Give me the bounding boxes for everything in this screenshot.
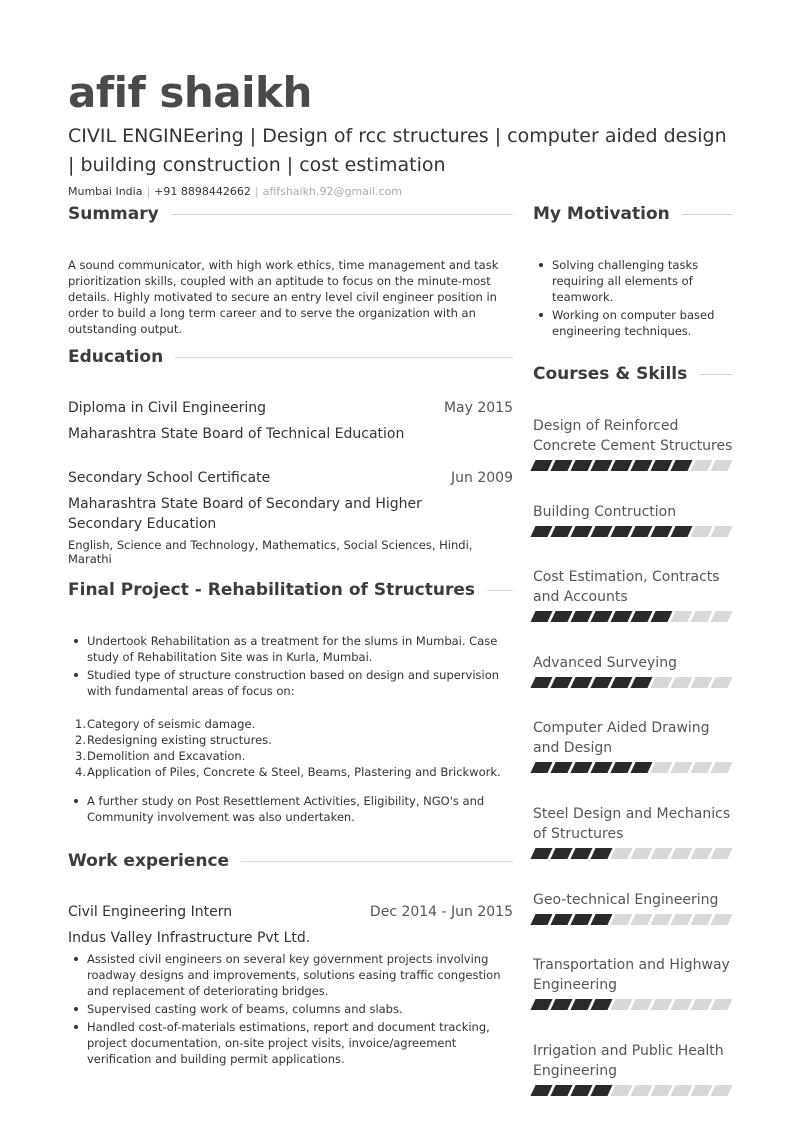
- skill-level-bar: [533, 460, 733, 471]
- skill-segment-filled: [590, 460, 612, 471]
- skill-segment-empty: [670, 611, 692, 622]
- skill-segment-empty: [710, 999, 732, 1010]
- skill-segment-filled: [550, 611, 572, 622]
- headline: CIVIL ENGINEering | Design of rcc structures | computer aided design | building construction | cost estimation: [68, 125, 727, 176]
- skill-segment-empty: [650, 1085, 672, 1096]
- skill-level-bar: [533, 1085, 733, 1096]
- candidate-name: afif shaikh: [68, 68, 312, 117]
- skill-segment-filled: [570, 999, 592, 1010]
- skill-name: Computer Aided Drawing and Design: [533, 720, 710, 756]
- skill-name: Design of Reinforced Concrete Cement Structures: [533, 418, 733, 454]
- skill-segment-filled: [610, 762, 632, 773]
- list-item: Undertook Rehabilitation as a treatment for the slums in Mumbai. Case study of Rehabilitation Site was in Kurla, Mumbai.: [68, 633, 508, 665]
- skill-segment-filled: [590, 999, 612, 1010]
- skill-segment-empty: [630, 848, 652, 859]
- skill-segment-empty: [710, 526, 732, 537]
- skill-segment-filled: [550, 460, 572, 471]
- skill-level-bar: [533, 526, 733, 537]
- skill-name: Cost Estimation, Contracts and Accounts: [533, 569, 720, 605]
- skill-segment-empty: [670, 914, 692, 925]
- skill-segment-empty: [670, 677, 692, 688]
- skill-level-bar: [533, 611, 733, 622]
- skill-segment-filled: [570, 848, 592, 859]
- skill-item: [533, 567, 733, 622]
- skill-segment-empty: [610, 914, 632, 925]
- skill-segment-empty: [650, 848, 672, 859]
- skill-segment-empty: [710, 848, 732, 859]
- job-title: Civil Engineering Intern: [68, 904, 233, 920]
- list-item: 2. Redesigning existing structures.: [75, 733, 272, 747]
- skill-segment-filled: [650, 526, 672, 537]
- skill-segment-filled: [530, 914, 552, 925]
- company: Indus Valley Infrastructure Pvt Ltd.: [68, 930, 311, 946]
- list-item: Assisted civil engineers on several key government projects involving roadway designs and improvements, solutions easing traffic congestion and replacement of deteriorating bridges.: [68, 951, 516, 999]
- skill-segment-filled: [630, 460, 652, 471]
- list-item: 4. Application of Piles, Concrete & Steel, Beams, Plastering and Brickwork.: [75, 765, 501, 779]
- skill-segment-empty: [610, 1085, 632, 1096]
- skill-segment-filled: [570, 526, 592, 537]
- skill-segment-empty: [670, 762, 692, 773]
- skill-segment-filled: [530, 526, 552, 537]
- skill-level-bar: [533, 762, 733, 773]
- skill-segment-filled: [610, 526, 632, 537]
- skill-item: [533, 1041, 733, 1096]
- skill-segment-filled: [670, 526, 692, 537]
- skill-item: [533, 804, 733, 859]
- skill-segment-filled: [590, 677, 612, 688]
- skill-segment-empty: [670, 999, 692, 1010]
- skill-name: Transportation and Highway Engineering: [533, 957, 730, 993]
- skill-segment-empty: [690, 611, 712, 622]
- skill-segment-filled: [650, 611, 672, 622]
- skill-level-bar: [533, 848, 733, 859]
- skill-segment-empty: [710, 460, 732, 471]
- date: May 2015: [443, 400, 513, 416]
- skill-item: [533, 955, 733, 1010]
- skill-segment-empty: [690, 848, 712, 859]
- education-entry-1: [68, 400, 513, 416]
- skill-segment-empty: [630, 914, 652, 925]
- skill-segment-filled: [570, 611, 592, 622]
- list-item: Supervised casting work of beams, columns and slabs.: [68, 1001, 516, 1017]
- skill-segment-filled: [610, 611, 632, 622]
- motivation-heading: My Motivation: [533, 204, 733, 224]
- skill-segment-filled: [530, 999, 552, 1010]
- summary-text: A sound communicator, with high work ethics, time management and task prioritization skills, coupled with an aptitude to focus on the minute-most details. Highly motivated to secure an entry level civil engineer position in order to build a long term career and to serve the organization with an outstanding output.: [68, 258, 499, 336]
- motivation-list: [533, 257, 723, 341]
- work-bullets: [68, 951, 516, 1069]
- skill-segment-empty: [690, 677, 712, 688]
- skill-segment-filled: [590, 848, 612, 859]
- skill-segment-filled: [550, 848, 572, 859]
- education-heading: Education: [68, 347, 513, 367]
- location: Mumbai India: [68, 185, 143, 198]
- skill-level-bar: [533, 914, 733, 925]
- skill-segment-filled: [610, 677, 632, 688]
- list-item: 3. Demolition and Excavation.: [75, 749, 246, 763]
- subjects: English, Science and Technology, Mathematics, Social Sciences, Hindi, Marathi: [68, 538, 473, 566]
- skill-level-bar: [533, 677, 733, 688]
- skill-segment-filled: [550, 762, 572, 773]
- skill-segment-filled: [590, 526, 612, 537]
- skill-segment-empty: [610, 999, 632, 1010]
- project-numbered-list: [68, 716, 508, 780]
- skill-name: Advanced Surveying: [533, 655, 677, 671]
- skill-item: [533, 718, 733, 773]
- education-entry-2: [68, 470, 513, 486]
- skill-segment-filled: [570, 762, 592, 773]
- skill-segment-filled: [550, 1085, 572, 1096]
- list-item: A further study on Post Resettlement Activities, Eligibility, NGO's and Community involvement was also undertaken.: [68, 793, 508, 825]
- skill-segment-filled: [650, 460, 672, 471]
- skill-segment-filled: [570, 460, 592, 471]
- skill-name: Building Contruction: [533, 504, 677, 520]
- skill-segment-empty: [710, 611, 732, 622]
- list-item: 1. Category of seismic damage.: [75, 717, 256, 731]
- skill-segment-filled: [570, 914, 592, 925]
- skill-segment-filled: [550, 914, 572, 925]
- skill-name: Geo-technical Engineering: [533, 892, 719, 908]
- list-item: Studied type of structure construction based on design and supervision with fundamental areas of focus on:: [68, 667, 508, 699]
- skill-segment-filled: [630, 526, 652, 537]
- date: Dec 2014 - Jun 2015: [369, 904, 513, 920]
- skill-item: [533, 416, 733, 471]
- project-heading: Final Project - Rehabilitation of Structures: [68, 580, 513, 600]
- skill-segment-filled: [670, 460, 692, 471]
- skill-segment-filled: [610, 460, 632, 471]
- list-item: Handled cost-of-materials estimations, report and document tracking, project documentation, on-site project visits, invoice/agreement verification and building permit applications.: [68, 1019, 516, 1067]
- skill-item: [533, 653, 733, 688]
- skill-segment-empty: [650, 762, 672, 773]
- work-entry: [68, 904, 513, 920]
- skill-segment-filled: [570, 1085, 592, 1096]
- skill-segment-empty: [690, 460, 712, 471]
- skill-segment-empty: [710, 914, 732, 925]
- phone: +91 8898442662: [154, 185, 251, 198]
- skill-level-bar: [533, 999, 733, 1010]
- skill-segment-filled: [590, 611, 612, 622]
- skill-segment-filled: [630, 677, 652, 688]
- skill-segment-empty: [650, 999, 672, 1010]
- skill-segment-filled: [530, 677, 552, 688]
- skill-segment-empty: [630, 999, 652, 1010]
- contact-line: Mumbai India | +91 8898442662 | afifshaikh.92@gmail.com: [68, 185, 403, 198]
- skill-segment-filled: [630, 611, 652, 622]
- skill-segment-empty: [690, 762, 712, 773]
- skill-segment-filled: [570, 677, 592, 688]
- degree: Diploma in Civil Engineering: [68, 400, 267, 416]
- skill-segment-empty: [650, 677, 672, 688]
- list-item: Solving challenging tasks requiring all elements of teamwork.: [533, 257, 723, 305]
- skill-segment-filled: [590, 1085, 612, 1096]
- institution: Maharashtra State Board of Secondary and Higher Secondary Education: [68, 496, 422, 532]
- project-bullets-2: [68, 793, 508, 827]
- skill-segment-empty: [710, 677, 732, 688]
- skill-segment-empty: [650, 914, 672, 925]
- skill-segment-filled: [550, 999, 572, 1010]
- skill-segment-filled: [530, 762, 552, 773]
- institution: Maharashtra State Board of Technical Education: [68, 426, 405, 442]
- degree: Secondary School Certificate: [68, 470, 271, 486]
- skill-segment-empty: [690, 526, 712, 537]
- work-heading: Work experience: [68, 851, 513, 871]
- skill-segment-filled: [530, 1085, 552, 1096]
- skill-name: Steel Design and Mechanics of Structures: [533, 806, 731, 842]
- skill-segment-filled: [530, 848, 552, 859]
- summary-heading: Summary: [68, 204, 513, 224]
- skill-segment-empty: [710, 762, 732, 773]
- email-link[interactable]: afifshaikh.92@gmail.com: [262, 185, 403, 198]
- skill-item: [533, 890, 733, 925]
- skill-segment-empty: [670, 848, 692, 859]
- project-bullets: [68, 633, 508, 701]
- skill-item: [533, 502, 733, 537]
- skill-segment-filled: [550, 526, 572, 537]
- skill-segment-empty: [690, 914, 712, 925]
- skill-segment-empty: [670, 1085, 692, 1096]
- skill-segment-filled: [590, 762, 612, 773]
- skill-name: Irrigation and Public Health Engineering: [533, 1043, 724, 1079]
- skill-segment-filled: [630, 762, 652, 773]
- skills-heading: Courses & Skills: [533, 364, 733, 384]
- skill-segment-filled: [530, 460, 552, 471]
- skill-segment-empty: [710, 1085, 732, 1096]
- date: Jun 2009: [451, 470, 513, 486]
- skill-segment-empty: [630, 1085, 652, 1096]
- skill-segment-filled: [550, 677, 572, 688]
- list-item: Working on computer based engineering techniques.: [533, 307, 723, 339]
- skill-segment-filled: [530, 611, 552, 622]
- skill-segment-empty: [690, 999, 712, 1010]
- skill-segment-empty: [610, 848, 632, 859]
- skill-segment-empty: [690, 1085, 712, 1096]
- skill-segment-filled: [590, 914, 612, 925]
